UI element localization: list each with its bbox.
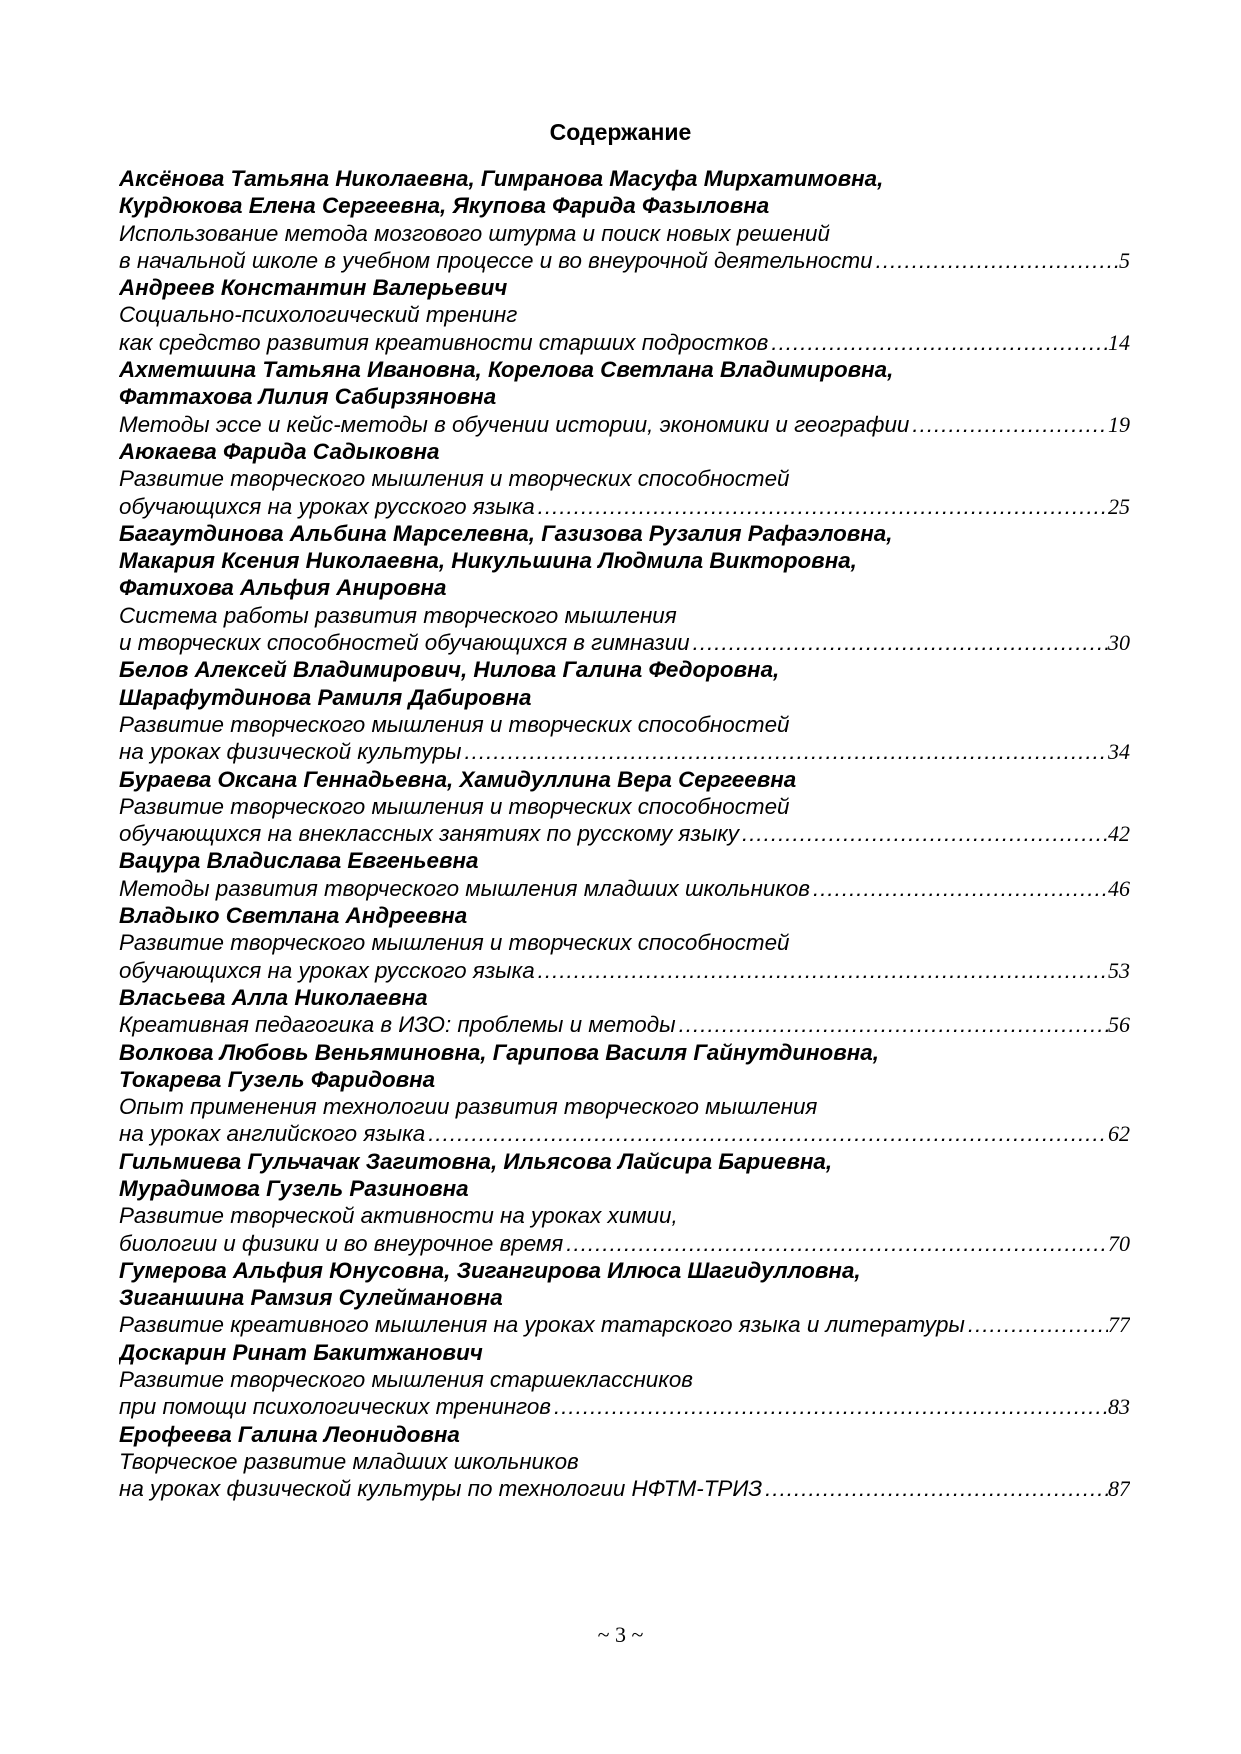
toc-entry [119, 438, 1130, 520]
toc-entry-authors: Гильмиева Гульчачак Загитовна, Ильясова Лайсира Бариевна, [119, 1148, 833, 1174]
toc-entry-authors: Мурадимова Гузель Разиновна [119, 1175, 469, 1201]
toc-entry-page-number: 5 [1119, 247, 1130, 273]
page-title: Содержание [549, 119, 692, 145]
toc-entry-title-last-line [119, 329, 1130, 356]
toc-entry-page-number: 70 [1108, 1230, 1130, 1256]
toc-entry-authors: Андреев Константин Валерьевич [119, 275, 508, 301]
toc-entry-title: Методы эссе и кейс-методы в обучении истории, экономики и географии [119, 411, 910, 437]
toc-entry [119, 1421, 1130, 1503]
dot-leader [813, 875, 1108, 902]
toc-entry-title-last-line [119, 1393, 1130, 1420]
toc-entry-title-last-line [119, 1475, 1130, 1502]
toc-entry-title: Развитие творческого мышления и творческих способностей [119, 793, 790, 819]
toc-entry-authors: Волкова Любовь Веньяминовна, Гарипова Василя Гайнутдиновна, [119, 1039, 879, 1065]
table-of-contents [119, 165, 1130, 1503]
toc-entry-title-last-line [119, 1311, 1130, 1338]
toc-entry-authors: Аюкаева Фарида Садыковна [119, 438, 440, 464]
toc-entry-title: обучающихся на внеклассных занятиях по русскому языку [119, 821, 739, 847]
toc-entry-title: Социально-психологический тренинг [119, 302, 518, 328]
toc-entry-title: при помощи психологических тренингов [119, 1394, 551, 1420]
toc-entry-title-last-line [119, 1120, 1130, 1147]
toc-entry-title: Развитие творческого мышления и творческих способностей [119, 466, 790, 492]
toc-entry-title: обучающихся на уроках русского языка [119, 493, 535, 519]
toc-entry-title-last-line [119, 493, 1130, 520]
toc-entry-title: на уроках английского языка [119, 1121, 426, 1147]
toc-entry-page-number: 30 [1108, 630, 1130, 656]
dot-leader [693, 629, 1108, 656]
toc-entry [119, 766, 1130, 848]
dot-leader [912, 411, 1108, 438]
toc-entry-page-number: 25 [1108, 493, 1130, 519]
toc-entry-authors: Гумерова Альфия Юнусовна, Зигангирова Илюса Шагидулловна, [119, 1257, 861, 1283]
toc-entry-title: в начальной школе в учебном процессе и во внеурочной деятельности [119, 247, 873, 273]
toc-entry-page-number: 19 [1108, 411, 1130, 437]
toc-entry-title-last-line [119, 738, 1130, 765]
dot-leader [679, 1011, 1108, 1038]
toc-entry-title: Креативная педагогика в ИЗО: проблемы и методы [119, 1012, 676, 1038]
toc-entry-page-number: 77 [1108, 1312, 1130, 1338]
toc-entry-authors: Бураева Оксана Геннадьевна, Хамидуллина Вера Сергеевна [119, 766, 797, 792]
toc-entry-title: на уроках физической культуры [119, 739, 462, 765]
toc-entry-page-number: 56 [1108, 1012, 1130, 1038]
toc-entry-title: Развитие креативного мышления на уроках татарского языка и литературы [119, 1312, 965, 1338]
toc-entry [119, 274, 1130, 356]
toc-entry-title-last-line [119, 1230, 1130, 1257]
toc-entry-authors: Владыко Светлана Андреевна [119, 903, 468, 929]
dot-leader [538, 957, 1108, 984]
toc-entry-title: Творческое развитие младших школьников [119, 1448, 579, 1474]
toc-entry-title-last-line [119, 875, 1130, 902]
dot-leader [771, 329, 1108, 356]
toc-entry-title-last-line [119, 247, 1130, 274]
dot-leader [464, 738, 1108, 765]
toc-entry-title-last-line [119, 629, 1130, 656]
toc-entry-authors: Аксёнова Татьяна Николаевна, Гимранова Масуфа Мирхатимовна, [119, 166, 884, 191]
toc-entry-title: Использование метода мозгового штурма и поиск новых решений [119, 220, 830, 246]
toc-entry [119, 1148, 1130, 1257]
toc-entry [119, 984, 1130, 1039]
toc-entry-title: и творческих способностей обучающихся в гимназии [119, 630, 690, 656]
toc-entry [119, 1257, 1130, 1339]
toc-entry-title: на уроках физической культуры по технологии НФТМ-ТРИЗ [119, 1476, 763, 1502]
dot-leader [968, 1311, 1108, 1338]
toc-entry-page-number: 62 [1108, 1121, 1130, 1147]
toc-entry [119, 1339, 1130, 1421]
toc-entry-title: Развитие творческой активности на уроках химии, [119, 1203, 678, 1229]
toc-entry [119, 902, 1130, 984]
toc-entry-title-last-line [119, 411, 1130, 438]
toc-entry [119, 356, 1130, 438]
page-number-footer: ~ 3 ~ [597, 1622, 644, 1647]
toc-entry-authors: Ахметшина Татьяна Ивановна, Корелова Светлана Владимировна, [119, 357, 894, 383]
toc-entry-page-number: 83 [1108, 1394, 1130, 1420]
toc-entry-page-number: 46 [1108, 875, 1130, 901]
toc-entry-title: Развитие творческого мышления и творческих способностей [119, 930, 790, 956]
toc-entry-authors: Токарева Гузель Фаридовна [119, 1066, 436, 1092]
toc-entry-title: биологии и физики и во внеурочное время [119, 1230, 564, 1256]
toc-entry-title: Система работы развития творческого мышления [119, 602, 677, 628]
dot-leader [538, 493, 1108, 520]
toc-entry-authors: Макария Ксения Николаевна, Никульшина Людмила Викторовна, [119, 548, 857, 574]
toc-entry-authors: Власьева Алла Николаевна [119, 984, 428, 1010]
toc-entry-authors: Шарафутдинова Рамиля Дабировна [119, 684, 532, 710]
toc-entry-authors: Курдюкова Елена Сергеевна, Якупова Фарида Фазыловна [119, 193, 770, 219]
dot-leader [428, 1120, 1108, 1147]
toc-entry-authors: Фатихова Альфия Анировна [119, 575, 447, 601]
toc-entry-authors: Фаттахова Лилия Сабирзяновна [119, 384, 497, 410]
dot-leader [566, 1230, 1108, 1257]
toc-entry-page-number: 34 [1108, 739, 1130, 765]
dot-leader [554, 1393, 1108, 1420]
toc-entry-title: Развитие творческого мышления старшеклассников [119, 1367, 693, 1393]
dot-leader [742, 820, 1108, 847]
toc-entry-authors: Ерофеева Галина Леонидовна [119, 1421, 460, 1447]
toc-entry-page-number: 14 [1108, 329, 1130, 355]
toc-entry-authors: Белов Алексей Владимирович, Нилова Галина Федоровна, [119, 657, 780, 683]
toc-entry-title-last-line [119, 1011, 1130, 1038]
toc-entry-authors: Доскарин Ринат Бакитжанович [119, 1339, 483, 1365]
toc-entry-page-number: 42 [1108, 821, 1130, 847]
toc-entry-page-number: 87 [1108, 1476, 1130, 1502]
toc-entry-authors: Вацура Владислава Евгеньевна [119, 848, 479, 874]
toc-entry [119, 1039, 1130, 1148]
toc-entry-title: обучающихся на уроках русского языка [119, 957, 535, 983]
toc-entry-authors: Зиганшина Рамзия Сулеймановна [119, 1285, 503, 1311]
toc-entry-title: как средство развития креативности старших подростков [119, 329, 769, 355]
toc-entry [119, 847, 1130, 902]
toc-entry-title: Опыт применения технологии развития творческого мышления [119, 1094, 818, 1120]
toc-entry-title: Развитие творческого мышления и творческих способностей [119, 711, 790, 737]
toc-entry-title-last-line [119, 820, 1130, 847]
dot-leader [876, 247, 1119, 274]
toc-entry-page-number: 53 [1108, 957, 1130, 983]
toc-entry-title-last-line [119, 957, 1130, 984]
toc-entry-title: Методы развития творческого мышления младших школьников [119, 875, 810, 901]
dot-leader [765, 1475, 1108, 1502]
toc-entry [119, 656, 1130, 765]
toc-entry [119, 165, 1130, 274]
toc-entry [119, 520, 1130, 656]
toc-entry-authors: Багаутдинова Альбина Марселевна, Газизова Рузалия Рафаэловна, [119, 520, 893, 546]
